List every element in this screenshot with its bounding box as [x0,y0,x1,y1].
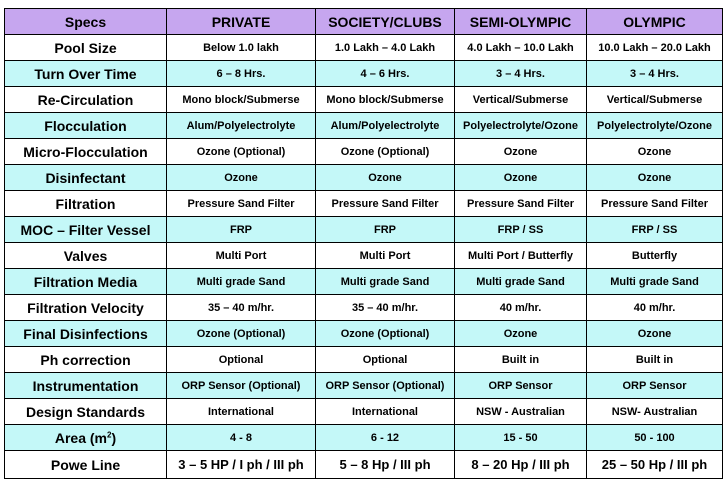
spec-value: Multi grade Sand [587,269,723,295]
spec-value: 8 – 20 Hp / III ph [455,451,587,479]
header-semi-olympic: SEMI-OLYMPIC [455,9,587,35]
spec-label-text: Pool Size [54,39,117,56]
spec-value: Multi grade Sand [455,269,587,295]
spec-label [5,87,167,113]
spec-value: 6 – 8 Hrs. [167,61,316,87]
spec-value: 6 - 12 [316,425,455,451]
spec-label-text: Flocculation [44,117,127,134]
spec-value: FRP [167,217,316,243]
spec-value: 40 m/hr. [587,295,723,321]
spec-label [5,113,167,139]
spec-value: 3 – 4 Hrs. [587,61,723,87]
spec-label [5,61,167,87]
table-row [5,139,723,165]
spec-label [5,165,167,191]
spec-label [5,451,167,479]
spec-label-text: Ph correction [40,351,131,368]
pool-specs-table [4,8,723,479]
table-body [5,35,723,479]
spec-value: FRP / SS [587,217,723,243]
spec-value: Ozone [455,139,587,165]
table-row [5,35,723,61]
table-row [5,61,723,87]
spec-label-text: Design Standards [25,403,146,420]
table-row [5,373,723,399]
table-row [5,295,723,321]
spec-value: Pressure Sand Filter [455,191,587,217]
spec-label-tail: ) [111,429,117,446]
spec-value: Pressure Sand Filter [587,191,723,217]
spec-value: NSW- Australian [587,399,723,425]
spec-value: Ozone (Optional) [167,139,316,165]
spec-value: International [167,399,316,425]
spec-label-text: Filtration [55,195,116,212]
spec-value: Vertical/Submerse [455,87,587,113]
spec-label [5,191,167,217]
spec-value: 3 – 5 HP / I ph / III ph [167,451,316,479]
spec-value: Ozone [167,165,316,191]
spec-label [5,217,167,243]
spec-value: FRP / SS [455,217,587,243]
spec-value: Multi grade Sand [167,269,316,295]
spec-value: 50 - 100 [587,425,723,451]
spec-label-text: Valves [63,247,108,264]
spec-value: 35 – 40 m/hr. [316,295,455,321]
table-row [5,217,723,243]
spec-label [5,295,167,321]
spec-label-text: Powe Line [50,456,121,473]
spec-value: Ozone [587,321,723,347]
spec-value: FRP [316,217,455,243]
spec-value: Below 1.0 lakh [167,35,316,61]
spec-value: Built in [587,347,723,373]
spec-value: Ozone (Optional) [167,321,316,347]
spec-label-text: Micro-Flocculation [23,143,148,160]
spec-value: Multi Port [167,243,316,269]
header-private: PRIVATE [167,9,316,35]
header-olympic: OLYMPIC [587,9,723,35]
spec-label-text: Final Disinfections [23,325,148,342]
spec-value: Ozone (Optional) [316,139,455,165]
spec-value: 40 m/hr. [455,295,587,321]
spec-value: Multi grade Sand [316,269,455,295]
spec-value: 35 – 40 m/hr. [167,295,316,321]
spec-value: 1.0 Lakh – 4.0 Lakh [316,35,455,61]
spec-label-superscript: 2 [107,429,112,439]
spec-value: Pressure Sand Filter [167,191,316,217]
spec-value: NSW - Australian [455,399,587,425]
spec-label [5,425,167,451]
spec-value: Polyelectrolyte/Ozone [587,113,723,139]
header-row [5,9,723,35]
spec-label [5,35,167,61]
spec-value: Multi Port / Butterfly [455,243,587,269]
spec-value: Ozone [316,165,455,191]
spec-value: Ozone (Optional) [316,321,455,347]
spec-label-text: Filtration Media [33,273,138,290]
spec-value: 4.0 Lakh – 10.0 Lakh [455,35,587,61]
spec-label [5,347,167,373]
header-specs: Specs [5,9,167,35]
table-row [5,321,723,347]
table-row [5,425,723,451]
specs-table-wrapper [4,8,723,479]
spec-value: ORP Sensor (Optional) [316,373,455,399]
header-society-clubs: SOCIETY/CLUBS [316,9,455,35]
spec-label [5,399,167,425]
spec-label-text: Area (m [54,429,107,446]
spec-value: Ozone [455,165,587,191]
spec-value: International [316,399,455,425]
table-row [5,269,723,295]
spec-value: Pressure Sand Filter [316,191,455,217]
spec-value: Polyelectrolyte/Ozone [455,113,587,139]
spec-value: ORP Sensor (Optional) [167,373,316,399]
spec-value: Ozone [587,139,723,165]
table-row [5,347,723,373]
table-row [5,399,723,425]
table-row [5,87,723,113]
table-row [5,451,723,479]
spec-value: Built in [455,347,587,373]
spec-label [5,139,167,165]
spec-value: 25 – 50 Hp / III ph [587,451,723,479]
spec-label [5,373,167,399]
spec-value: 5 – 8 Hp / III ph [316,451,455,479]
spec-label [5,269,167,295]
table-row [5,191,723,217]
spec-value: 10.0 Lakh – 20.0 Lakh [587,35,723,61]
spec-label [5,321,167,347]
spec-value: ORP Sensor [587,373,723,399]
table-row [5,113,723,139]
spec-value: 4 - 8 [167,425,316,451]
spec-value: Optional [316,347,455,373]
spec-value: ORP Sensor [455,373,587,399]
spec-label-text: Re-Circulation [37,91,134,108]
spec-value: Mono block/Submerse [167,87,316,113]
spec-value: Mono block/Submerse [316,87,455,113]
spec-label-text: Filtration Velocity [27,299,144,316]
spec-value: 4 – 6 Hrs. [316,61,455,87]
spec-value: Butterfly [587,243,723,269]
table-row [5,165,723,191]
spec-label-text: MOC – Filter Vessel [20,221,151,238]
spec-value: Alum/Polyelectrolyte [316,113,455,139]
spec-value: Alum/Polyelectrolyte [167,113,316,139]
spec-value: Vertical/Submerse [587,87,723,113]
spec-value: 3 – 4 Hrs. [455,61,587,87]
spec-label [5,243,167,269]
table-row [5,243,723,269]
spec-label-text: Turn Over Time [34,65,137,82]
spec-value: 15 - 50 [455,425,587,451]
spec-value: Optional [167,347,316,373]
spec-label-text: Disinfectant [45,169,126,186]
spec-value: Ozone [455,321,587,347]
spec-label-text: Instrumentation [32,377,139,394]
spec-value: Multi Port [316,243,455,269]
spec-value: Ozone [587,165,723,191]
